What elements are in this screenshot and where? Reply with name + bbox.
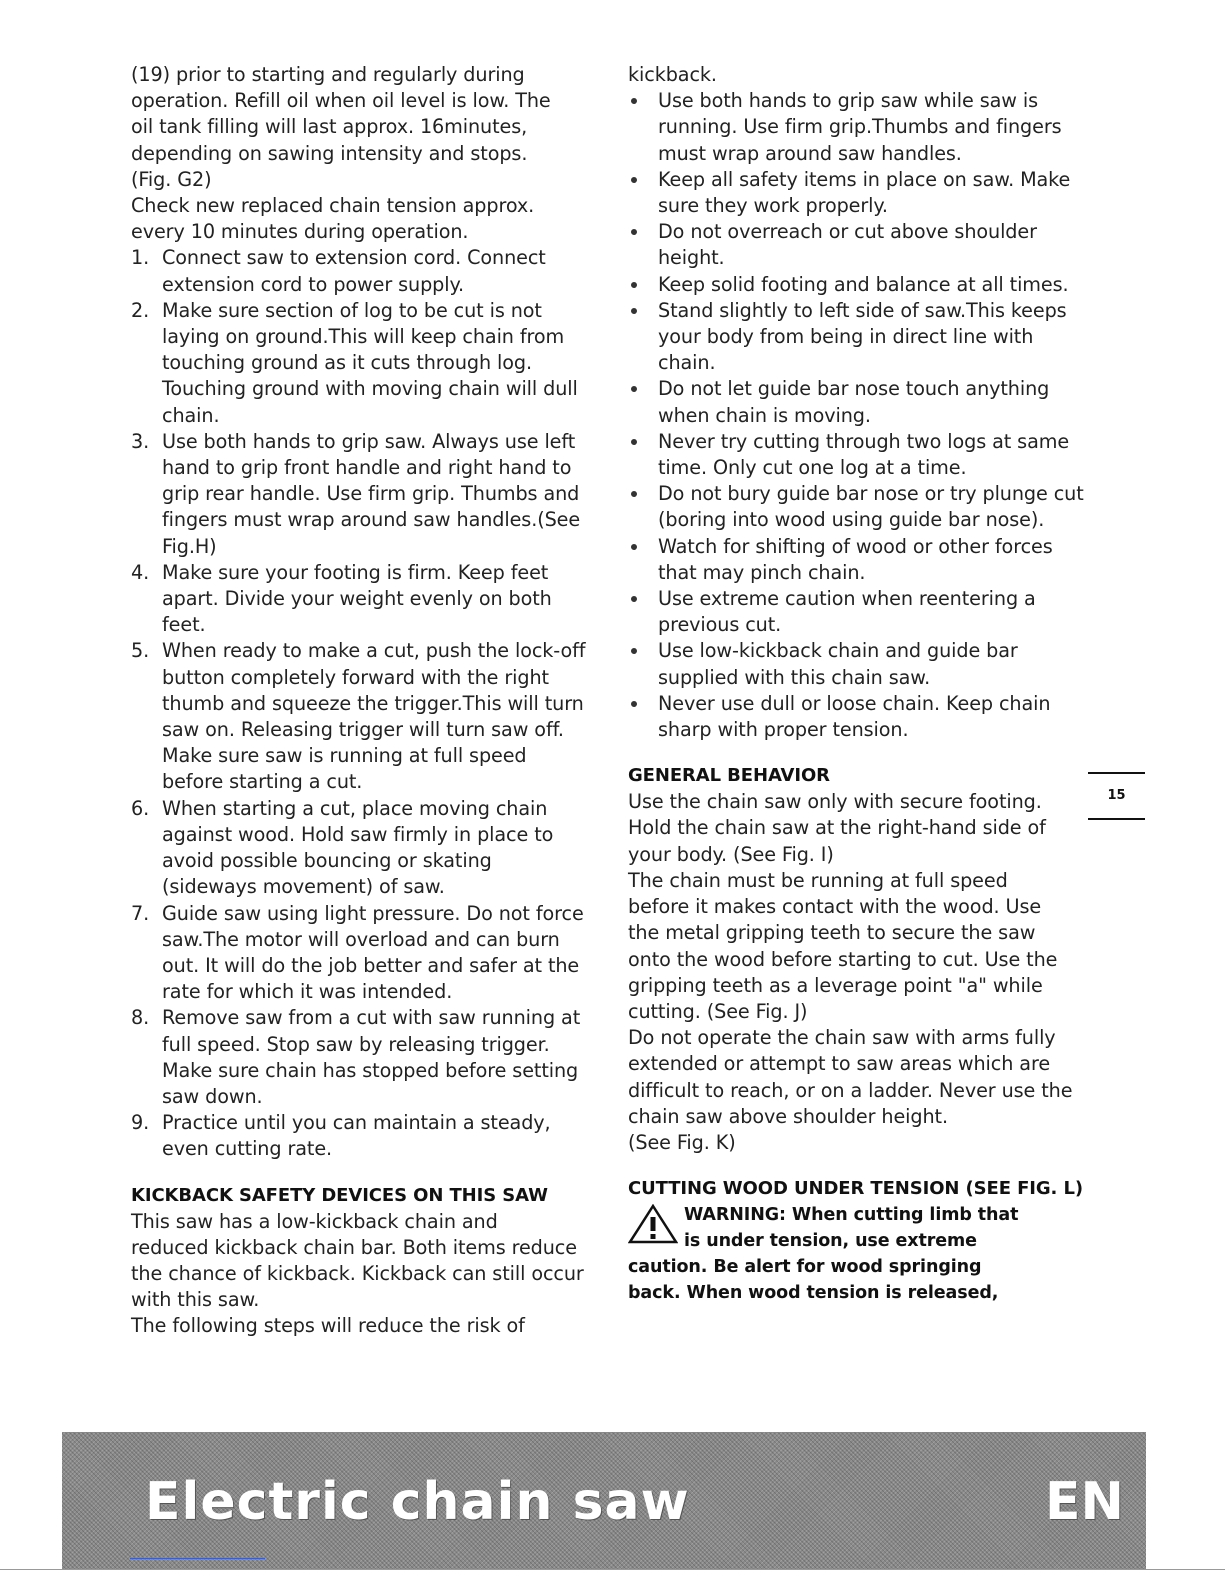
bullet-item: Keep solid footing and balance at all times. [628,272,1090,298]
bullet-item: Never try cutting through two logs at same time. Only cut one log at a time. [628,429,1090,481]
general-line: Do not operate the chain saw with arms fully [628,1026,1056,1050]
general-line: your body. (See Fig. I) [628,842,834,866]
general-line: extended or attempt to saw areas which are [628,1052,1051,1076]
bullet-item: Keep all safety items in place on saw. Make sure they work properly. [628,167,1090,219]
operation-steps [131,245,591,1162]
warning-line: back. When wood tension is released, [628,1283,999,1304]
general-behavior-heading: GENERAL BEHAVIOR [628,765,830,787]
step-item: 1. Connect saw to extension cord. Connect extension cord to power supply. [131,246,546,296]
bullet-item: Stand slightly to left side of saw.This keeps your body from being in direct line with chain. [628,298,1090,377]
step-item: 5. When ready to make a cut, push the lock-off button completely forward with the right thumb and squeeze the trigger.This will turn saw on. Releasing trigger will turn saw off. Make sure saw is running at full speed before starting a cut. [131,639,586,794]
general-line: (See Fig. K) [628,1130,736,1154]
general-line: difficult to reach, or on a ladder. Never use the [628,1078,1073,1102]
general-line: The chain must be running at full speed [628,868,1008,892]
right-column [628,62,1090,1306]
step-item: 8. Remove saw from a cut with saw running at full speed. Stop saw by releasing trigger. Make sure chain has stopped before setting saw down. [131,1006,581,1108]
bottom-rule [0,1569,1225,1570]
kickback-line: The following steps will reduce the risk of [131,1314,525,1338]
bullet-item: Use extreme caution when reentering a previous cut. [628,586,1090,638]
kickback-line: reduced kickback chain bar. Both items reduce [131,1235,577,1259]
bullet-item: Do not overreach or cut above shoulder height. [628,219,1090,271]
general-line: before it makes contact with the wood. Use [628,895,1042,919]
general-line: cutting. (See Fig. J) [628,999,808,1023]
bullet-item: Do not let guide bar nose touch anything when chain is moving. [628,376,1090,428]
page-number: 15 [1088,772,1145,820]
step-item: 6. When starting a cut, place moving chain against wood. Hold saw firmly in place to avoid possible bouncing or skating (sideways movement) of saw. [131,796,554,899]
step-item: 7. Guide saw using light pressure. Do not force saw.The motor will overload and can burn out. It will do the job better and safer at the rate for which it was intended. [131,901,584,1004]
intro-line: oil tank filling will last approx. 16minutes, [131,115,528,139]
intro-line: Check new replaced chain tension approx. [131,194,535,218]
general-line: onto the wood before starting to cut. Use the [628,947,1058,971]
footer-banner [62,1432,1146,1570]
kickback-line: with this saw. [131,1288,260,1312]
warning-line: caution. Be alert for wood springing [628,1257,982,1278]
intro-line: depending on sawing intensity and stops. [131,141,528,165]
intro-line: (Fig. G2) [131,167,212,191]
tension-heading: CUTTING WOOD UNDER TENSION (SEE FIG. L) [628,1178,1083,1200]
spacer [131,1163,591,1183]
general-line: Use the chain saw only with secure footing. [628,790,1042,814]
kickback-line: This saw has a low-kickback chain and [131,1209,498,1233]
left-column [131,62,591,1340]
kickback-line: the chance of kickback. Kickback can still occur [131,1261,584,1285]
bullet-item: Do not bury guide bar nose or try plunge cut (boring into wood using guide bar nose). [628,481,1090,533]
warning-block [628,1202,1090,1306]
general-line: gripping teeth as a leverage point "a" while [628,973,1043,997]
spacer [628,743,1090,763]
step-item: 9. Practice until you can maintain a steady, even cutting rate. [131,1111,551,1161]
general-line: Hold the chain saw at the right-hand side of [628,816,1046,840]
footer-title: Electric chain saw [145,1472,690,1532]
general-line: the metal gripping teeth to secure the saw [628,921,1036,945]
step-item: 4. Make sure your footing is firm. Keep feet apart. Divide your weight evenly on both feet. [131,560,552,637]
bullet-item: Never use dull or loose chain. Keep chain sharp with proper tension. [628,691,1090,743]
warning-line: is under tension, use extreme [684,1231,977,1252]
bottom-link-underline [130,1558,265,1559]
kickback-bullets [628,88,1090,743]
general-line: chain saw above shoulder height. [628,1104,948,1128]
warning-triangle-icon [628,1204,678,1244]
continuation-text: kickback. [628,63,717,86]
intro-line: every 10 minutes during operation. [131,220,469,244]
bullet-item: Use both hands to grip saw while saw is running. Use firm grip.Thumbs and fingers must wrap around saw handles. [628,88,1090,167]
step-item: 2. Make sure section of log to be cut is not laying on ground.This will keep chain from touching ground as it cuts through log. Touching ground with moving chain will dull chain. [131,298,578,427]
spacer [628,1156,1090,1176]
step-item: 3. Use both hands to grip saw. Always use left hand to grip front handle and right hand to grip rear handle. Use firm grip. Thumbs and fingers must wrap around saw handles.(See Fig.H) [131,429,581,558]
intro-line: (19) prior to starting and regularly during [131,63,525,86]
bullet-item: Use low-kickback chain and guide bar supplied with this chain saw. [628,638,1090,690]
kickback-heading: KICKBACK SAFETY DEVICES ON THIS SAW [131,1184,548,1206]
bullet-item: Watch for shifting of wood or other forces that may pinch chain. [628,534,1090,586]
language-code: EN [1044,1472,1124,1532]
intro-line: operation. Refill oil when oil level is low. The [131,89,551,113]
warning-line: WARNING: When cutting limb that [684,1205,1019,1226]
